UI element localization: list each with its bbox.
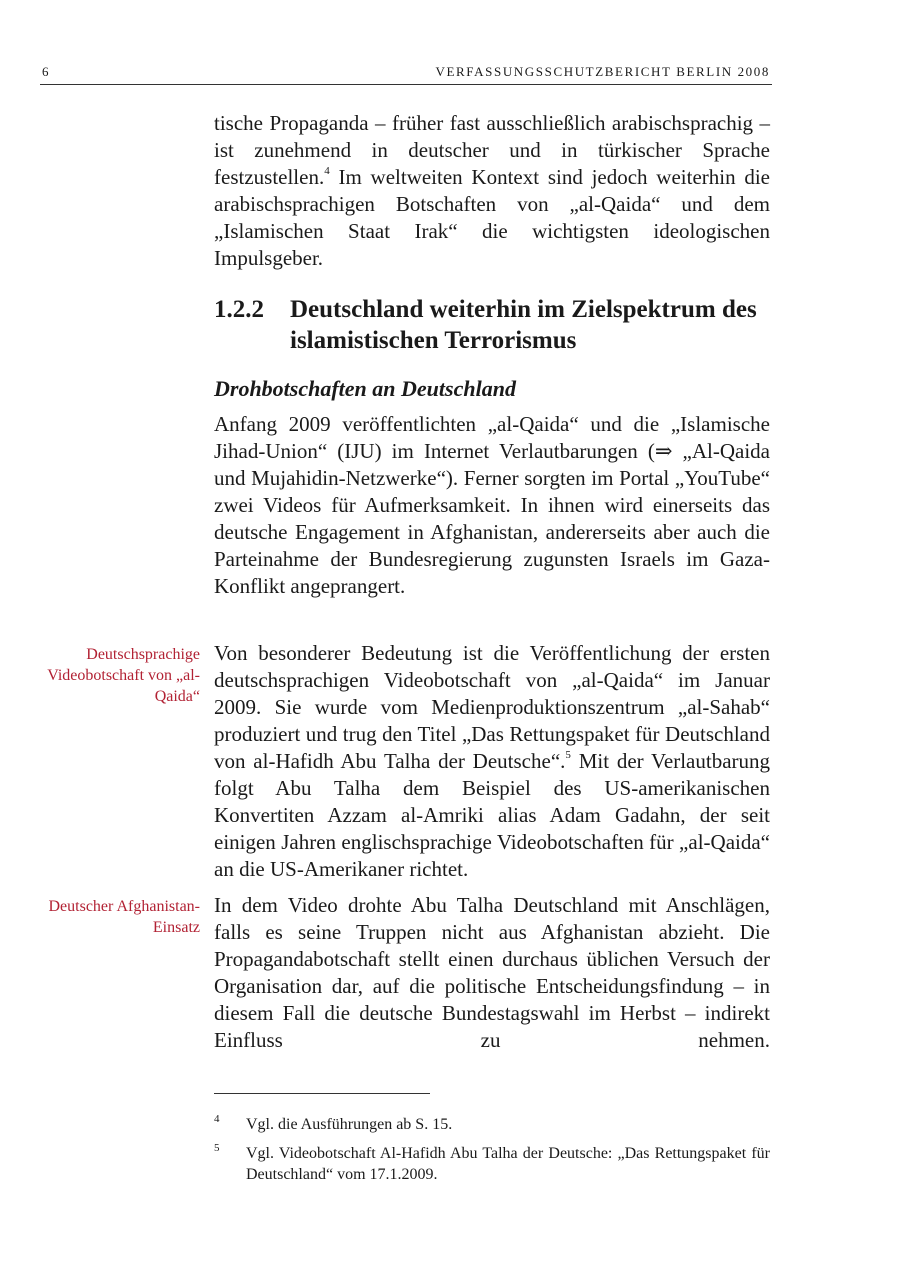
paragraph-afghanistan: In dem Video drohte Abu Talha Deutschland mit Anschlägen, falls es seine Truppen nicht aus Afghanistan abzieht. Die Propagandabotschaft stellt einen durchaus üblichen Versuch der Organisation dar, auf die politische Entscheidungsfindung – in diesem Fall die deutsche Bundestagswahl im Herbst – indirekt Einfluss zu nehmen. <box>214 893 770 1052</box>
footnote <box>214 1114 770 1135</box>
footnote <box>214 1143 770 1185</box>
page-header <box>40 62 772 85</box>
footnote-text: Vgl. die Ausführungen ab S. 15. <box>246 1116 453 1133</box>
video-text-after-note: Mit der Verlautbarung folgt Abu Talha dem Beispiel des US-amerikanischen Konvertiten Azzam al-Amriki alias Adam Gadahn, der seit einigen Jahren englischsprachige Videobotschaften für „al-Qaida“ an die US-Amerikaner richtet. <box>214 749 771 881</box>
running-title: VERFASSUNGSSCHUTZBERICHT BERLIN 2008 <box>435 64 770 79</box>
margin-note-afghanistan: Deutscher Afghanistan-Einsatz <box>48 898 200 936</box>
footnote-ref-5[interactable]: 5 <box>565 749 571 761</box>
intro-text-before-note: tische Propaganda – früher fast ausschließlich arabischsprachig – ist zunehmend in deutscher und in türkischer Sprache festzustellen. <box>214 111 770 189</box>
footnote-divider <box>214 1093 430 1094</box>
video-text-before-note: Von besonderer Bedeutung ist die Veröffentlichung der ersten deutschsprachigen Videobotschaft von „al-Qaida“ im Januar 2009. Sie wurde vom Medienproduktionszentrum „al-Sahab“ produziert und trug den Titel „Das Rettungspaket für Deutschland von al-Hafidh Abu Talha der Deutsche“. <box>214 641 770 773</box>
footnote-ref-4[interactable]: 4 <box>324 165 330 177</box>
paragraph-video <box>214 640 770 883</box>
section-number: 1.2.2 <box>214 296 264 323</box>
margin-note-video: Deutschsprachige Videobotschaft von „al-Qaida“ <box>47 646 200 705</box>
paragraph-threats: Anfang 2009 veröffentlichten „al-Qaida“ und die „Islamische Jihad-Union“ (IJU) im Internet Verlautbarungen (⇒ „Al-Qaida und Mujahidin-Netzwerke“). Ferner sorgten im Portal „YouTube“ zwei Videos für Aufmerksamkeit. In ihnen wird einerseits das deutsche Engagement in Afghanistan, andererseits aber auch die Parteinahme der Bundesregierung zugunsten Israels im Gaza-Konflikt angeprangert. <box>214 412 770 598</box>
page-number: 6 <box>42 64 49 79</box>
footnote-mark: 5 <box>214 1142 220 1154</box>
footnote-text: Vgl. Videobotschaft Al-Hafidh Abu Talha der Deutsche: „Das Rettungspaket für Deutschland“ vom 17.1.2009. <box>246 1145 770 1183</box>
footnote-mark: 4 <box>214 1113 220 1125</box>
subheading: Drohbotschaften an Deutschland <box>214 376 516 401</box>
intro-paragraph <box>214 110 770 272</box>
intro-text-after-note: Im weltweiten Kontext sind jedoch weiterhin die arabischsprachigen Botschaften von „al-Qaida“ und dem „Islamischen Staat Irak“ die wichtigsten ideologischen Impulsgeber. <box>214 165 770 270</box>
section-title: Deutschland weiterhin im Zielspektrum des islamistischen Terrorismus <box>290 296 757 354</box>
